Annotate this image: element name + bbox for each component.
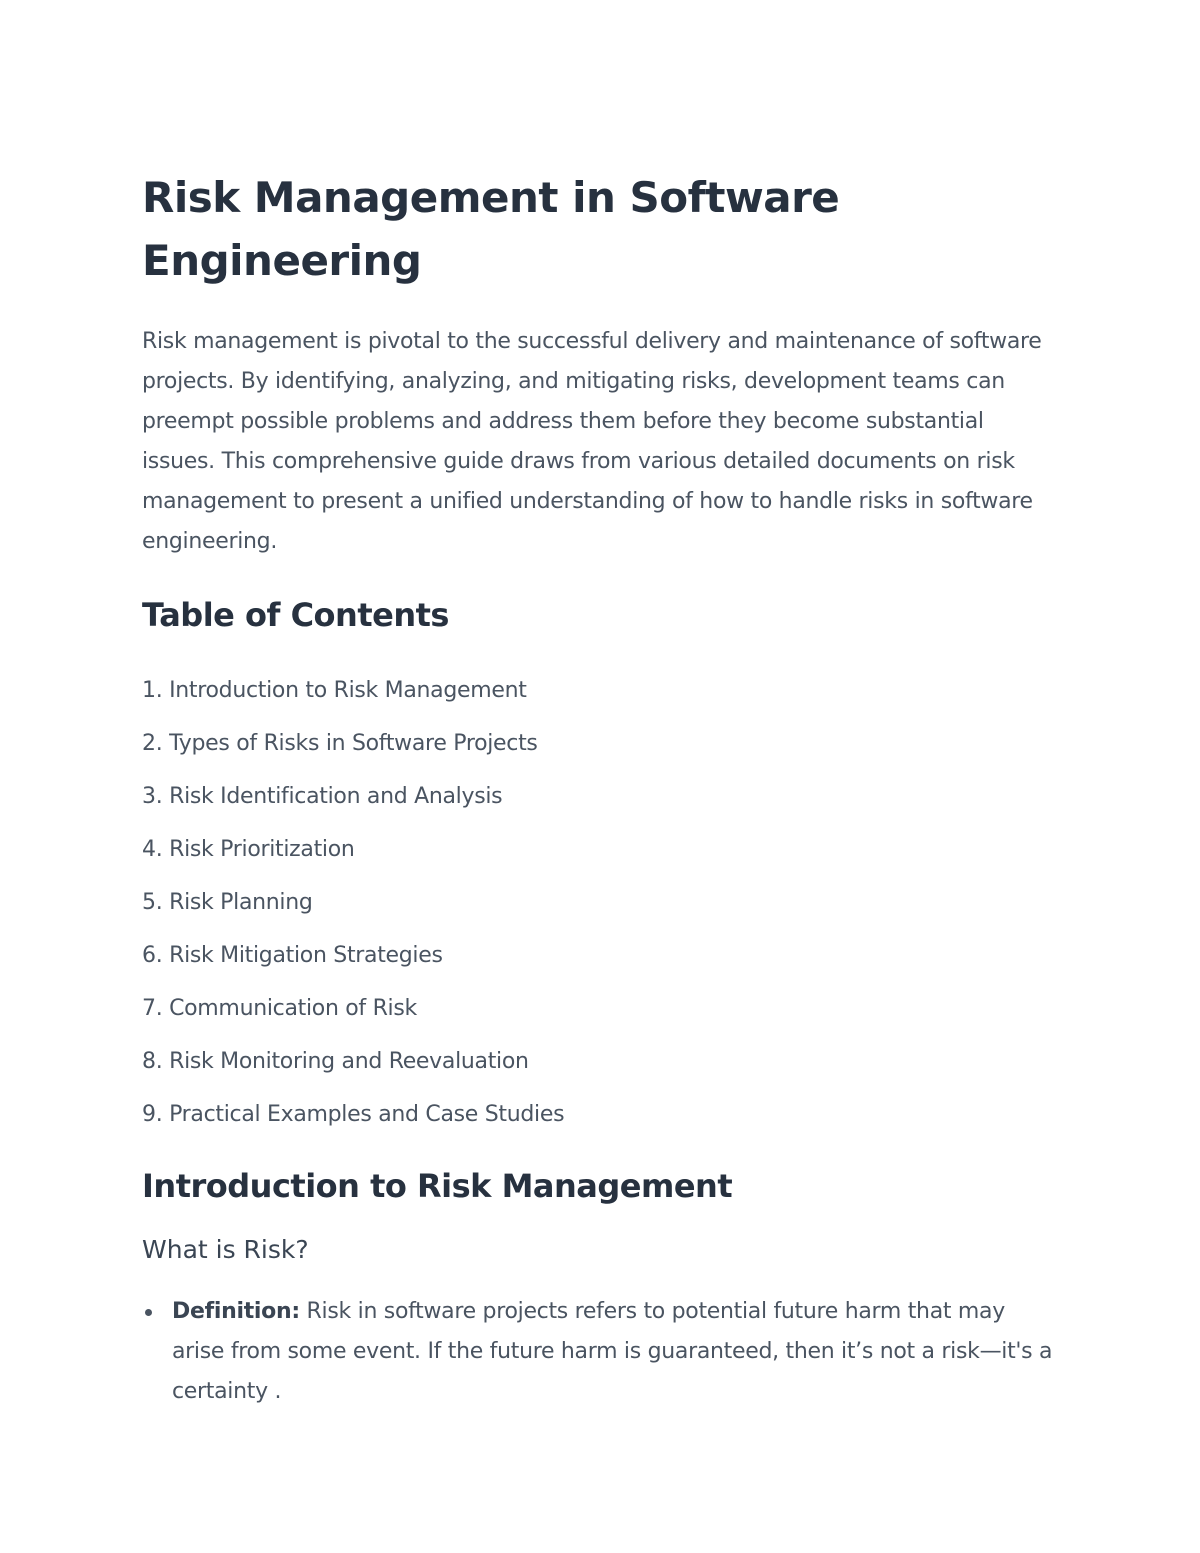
toc-item[interactable]: 3. Risk Identification and Analysis — [142, 784, 503, 809]
toc-item[interactable]: 1. Introduction to Risk Management — [142, 678, 527, 703]
toc-item[interactable]: 4. Risk Prioritization — [142, 837, 355, 862]
bullet-label: Definition: — [172, 1299, 300, 1324]
toc-item[interactable]: 8. Risk Monitoring and Reevaluation — [142, 1049, 529, 1074]
toc-item[interactable]: 7. Communication of Risk — [142, 996, 417, 1021]
toc-item[interactable]: 5. Risk Planning — [142, 890, 313, 915]
document-title: Risk Management in Software Engineering — [142, 173, 840, 285]
toc-list — [142, 664, 1062, 1141]
section-heading: Introduction to Risk Management — [142, 1167, 733, 1205]
toc-item[interactable]: 2. Types of Risks in Software Projects — [142, 731, 538, 756]
toc-item[interactable]: 6. Risk Mitigation Strategies — [142, 943, 443, 968]
bullet-item — [172, 1292, 1062, 1412]
subsection-heading: What is Risk? — [142, 1235, 309, 1264]
intro-paragraph: Risk management is pivotal to the successful delivery and maintenance of software projects. By identifying, analyzing, and mitigating risks, development teams can preempt possible problems and address them before they become substantial issues. This comprehensive guide draws from various detailed documents on risk management to present a unified understanding of how to handle risks in software engineering. — [142, 329, 1042, 554]
bullet-list — [142, 1292, 1062, 1412]
toc-item[interactable]: 9. Practical Examples and Case Studies — [142, 1102, 565, 1127]
document-page — [142, 166, 1062, 1412]
bullet-text: Risk in software projects refers to potential future harm that may arise from some event. If the future harm is guaranteed, then it’s not a risk—it's a certainty . — [172, 1299, 1053, 1404]
toc-heading: Table of Contents — [142, 596, 449, 634]
